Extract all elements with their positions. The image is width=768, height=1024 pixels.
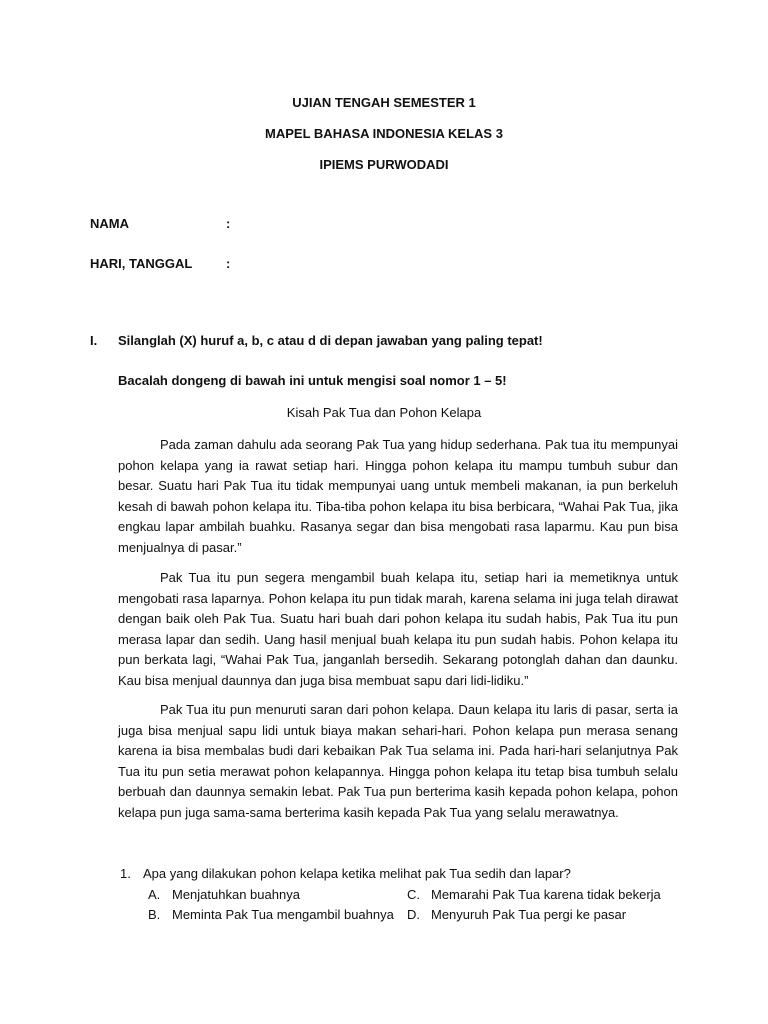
school-name: IPIEMS PURWODADI (319, 157, 449, 172)
section-instruction: Silanglah (X) huruf a, b, c atau d di depan jawaban yang paling tepat! (118, 333, 543, 348)
story-title: Kisah Pak Tua dan Pohon Kelapa (286, 405, 482, 420)
option-letter: B. (148, 907, 161, 922)
option-text: Memarahi Pak Tua karena tidak bekerja (431, 887, 661, 902)
option-b (148, 907, 394, 922)
story-paragraph: Pak Tua itu pun segera mengambil buah kelapa itu, setiap hari ia memetiknya untuk mengobati rasa laparnya. Pohon kelapa itu pun tidak marah, karena selama ini juga telah dirawat dengan baik oleh Pak Tua. Suatu hari buah dari pohon kelapa itu sudah habis, Pak Tua itu pun merasa lapar dan sedih. Uang hasil menjual buah kelapa itu pun sudah habis. Pohon kelapa itu pun berkata lagi, “Wahai Pak Tua, janganlah bersedih. Sekarang potonglah dahan dan daunku. Kau bisa menjual daunnya dan juga bisa membuat sapu dari lidi-lidiku.” (118, 570, 678, 688)
date-label: HARI, TANGGAL (90, 256, 193, 271)
option-letter: A. (148, 887, 161, 902)
name-label: NAMA (90, 216, 129, 231)
story-paragraph: Pada zaman dahulu ada seorang Pak Tua yang hidup sederhana. Pak tua itu mempunyai pohon kelapa yang ia rawat setiap hari. Hingga pohon kelapa itu mampu tumbuh subur dan besar. Suatu hari Pak Tua itu tidak mempunyai uang untuk membeli makanan, ia pun berkeluh kesah di bawah pohon kelapa itu. Tiba-tiba pohon kelapa itu bisa berbicara, “Wahai Pak Tua, jika engkau lapar ambilah buahku. Rasanya segar dan bisa mengobati rasa laparmu. Kau pun bisa menjualnya di pasar.” (118, 437, 678, 555)
reading-instruction: Bacalah dongeng di bawah ini untuk mengisi soal nomor 1 – 5! (118, 373, 507, 388)
option-letter: C. (407, 887, 420, 902)
option-c (407, 887, 661, 902)
question-text: Apa yang dilakukan pohon kelapa ketika melihat pak Tua sedih dan lapar? (143, 866, 571, 881)
section-number: I. (90, 333, 98, 348)
exam-title: UJIAN TENGAH SEMESTER 1 (292, 95, 476, 110)
option-a (148, 887, 300, 902)
option-text: Menjatuhkan buahnya (172, 887, 300, 902)
subject-title: MAPEL BAHASA INDONESIA KELAS 3 (265, 126, 503, 141)
name-colon: : (226, 216, 231, 231)
option-text: Menyuruh Pak Tua pergi ke pasar (431, 907, 627, 922)
question-number: 1. (120, 866, 131, 881)
date-colon: : (226, 256, 231, 271)
option-text: Meminta Pak Tua mengambil buahnya (172, 907, 394, 922)
option-letter: D. (407, 907, 420, 922)
story-paragraph: Pak Tua itu pun menuruti saran dari pohon kelapa. Daun kelapa itu laris di pasar, serta ia juga bisa menjual sapu lidi untuk biaya makan sehari-hari. Pohon kelapa pun merasa senang karena ia bisa membalas budi dari kebaikan Pak Tua selama ini. Pada hari-hari selanjutnya Pak Tua itu pun setia merawat pohon kelapannya. Hingga pohon kelapa itu tetap bisa tumbuh selalu berbuah dan daunnya semakin lebat. Pak Tua pun berterima kasih kepada pohon kelapa, pohon kelapa pun juga sama-sama berterima kasih kepada Pak Tua yang selalu merawatnya. (118, 702, 678, 820)
option-d (407, 907, 626, 922)
